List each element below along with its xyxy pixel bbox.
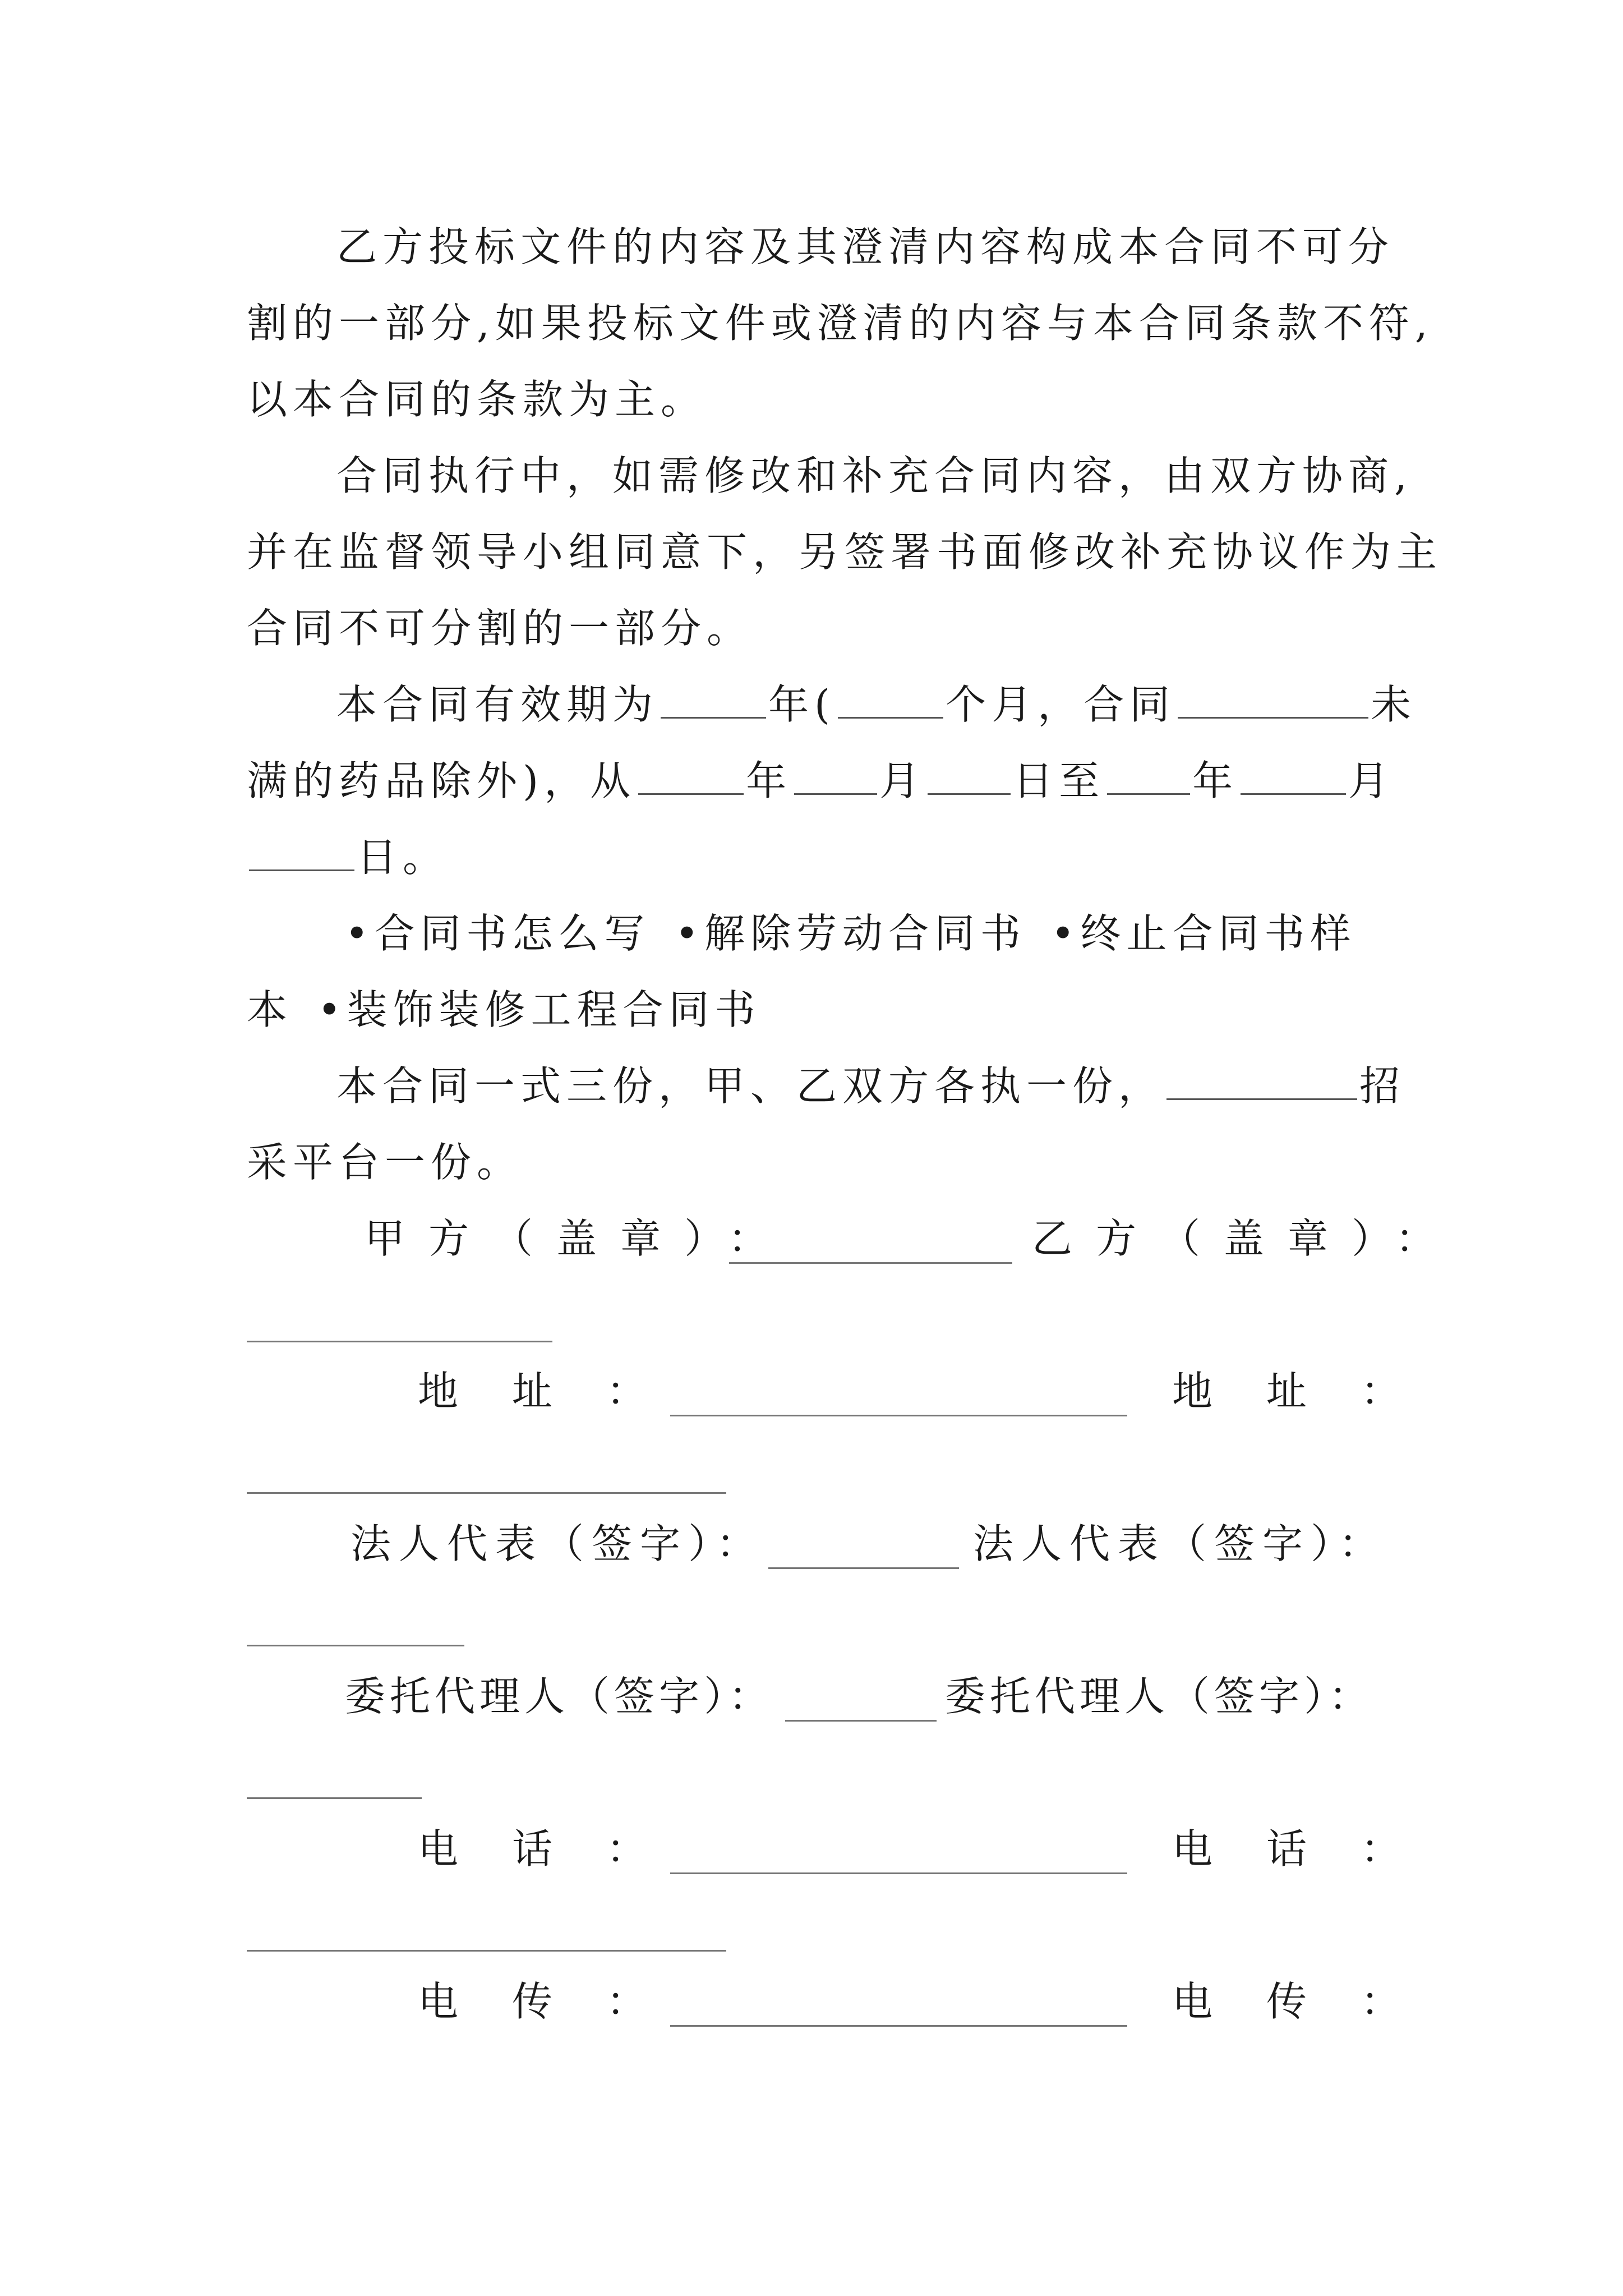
related-links-line2	[247, 982, 761, 1038]
validity-text-11: 日。	[357, 834, 449, 881]
end-month-blank[interactable]	[1241, 757, 1346, 795]
validity-line1	[336, 677, 1417, 733]
validity-text-8: 日至	[1013, 757, 1105, 804]
validity-line3	[247, 829, 449, 885]
start-day-blank[interactable]	[928, 757, 1011, 795]
validity-text-5: 满的药品除外)，从	[247, 757, 637, 804]
validity-text-9: 年	[1192, 757, 1239, 804]
validity-text-3: 个月，合同	[946, 681, 1176, 728]
party-a-phone-line[interactable]	[670, 1872, 1127, 1874]
months-blank[interactable]	[838, 681, 943, 719]
party-a-agent-line[interactable]	[785, 1720, 937, 1722]
contract-blank[interactable]	[1178, 681, 1368, 719]
start-month-blank[interactable]	[794, 757, 877, 795]
party-a-legal-rep-line[interactable]	[768, 1567, 959, 1569]
party-b-legal-rep-line[interactable]	[247, 1645, 464, 1646]
link-decoration-contract[interactable]: •装饰装修工程合同书	[317, 986, 761, 1033]
party-a-seal-line[interactable]	[729, 1262, 1012, 1264]
end-year-blank[interactable]	[1107, 757, 1190, 795]
party-b-seal-label: 乙方（盖章）：	[1032, 1215, 1460, 1262]
para2-line3: 合同不可分割的一部分。	[247, 605, 753, 652]
validity-text-2: 年(	[768, 681, 836, 728]
party-a-agent-label: 委托代理人（签字）：	[345, 1673, 774, 1720]
end-day-blank[interactable]	[249, 834, 354, 871]
party-a-address-line[interactable]	[670, 1415, 1127, 1416]
party-b-phone-line[interactable]	[247, 1950, 726, 1952]
years-blank[interactable]	[661, 681, 766, 719]
link-contract-writing[interactable]: •合同书怎么写	[345, 910, 651, 957]
validity-text-7: 月	[879, 757, 926, 804]
party-a-fax-line[interactable]	[670, 2025, 1127, 2027]
validity-line2	[247, 753, 1394, 809]
link-termination-sample-part2[interactable]: 本	[247, 986, 293, 1033]
party-b-seal-line[interactable]	[247, 1341, 552, 1342]
validity-text-10: 月	[1348, 757, 1395, 804]
copies-line1	[336, 1058, 1405, 1114]
party-b-fax-label: 电传：	[1172, 1978, 1455, 2025]
copies-text-2: 招	[1359, 1062, 1406, 1110]
party-a-fax-label: 电传：	[418, 1978, 701, 2025]
link-termination-sample-part1[interactable]: •终止合同书样	[1050, 910, 1357, 957]
party-a-address-label: 地址：	[418, 1368, 701, 1415]
party-b-agent-label: 委托代理人（签字）：	[945, 1673, 1374, 1720]
para1-line1: 乙方投标文件的内容及其澄清内容构成本合同不可分	[336, 223, 1395, 270]
para2-line2: 并在监督领导小组同意下，另签署书面修改补充协议作为主	[247, 528, 1443, 576]
party-a-legal-rep-label: 法人代表（签字）：	[351, 1520, 765, 1567]
related-links-line1	[345, 905, 1356, 961]
validity-text-4: 未	[1371, 681, 1417, 728]
para1-line2: 割的一部分,如果投标文件或澄清的内容与本合同条款不符,	[247, 300, 1433, 347]
party-b-legal-rep-label: 法人代表（签字）：	[973, 1520, 1387, 1567]
start-year-blank[interactable]	[638, 757, 744, 795]
para1-line3: 以本合同的条款为主。	[247, 376, 707, 423]
copies-text-1: 本合同一式三份，甲、乙双方各执一份，	[336, 1062, 1165, 1110]
party-b-agent-line[interactable]	[247, 1797, 422, 1799]
validity-text-1: 本合同有效期为	[336, 681, 659, 728]
copies-line2: 采平台一份。	[247, 1139, 523, 1186]
validity-text-6: 年	[746, 757, 792, 804]
party-b-address-label: 地址：	[1172, 1368, 1455, 1415]
party-a-seal-label: 甲方（盖章）：	[365, 1215, 792, 1262]
platform-blank[interactable]	[1166, 1062, 1357, 1100]
party-b-phone-label: 电话：	[1172, 1825, 1455, 1872]
party-a-phone-label: 电话：	[418, 1825, 701, 1872]
party-b-address-line[interactable]	[247, 1492, 726, 1494]
link-labor-contract-termination[interactable]: •解除劳动合同书	[675, 910, 1026, 957]
para2-line1: 合同执行中，如需修改和补充合同内容，由双方协商,	[336, 452, 1413, 499]
